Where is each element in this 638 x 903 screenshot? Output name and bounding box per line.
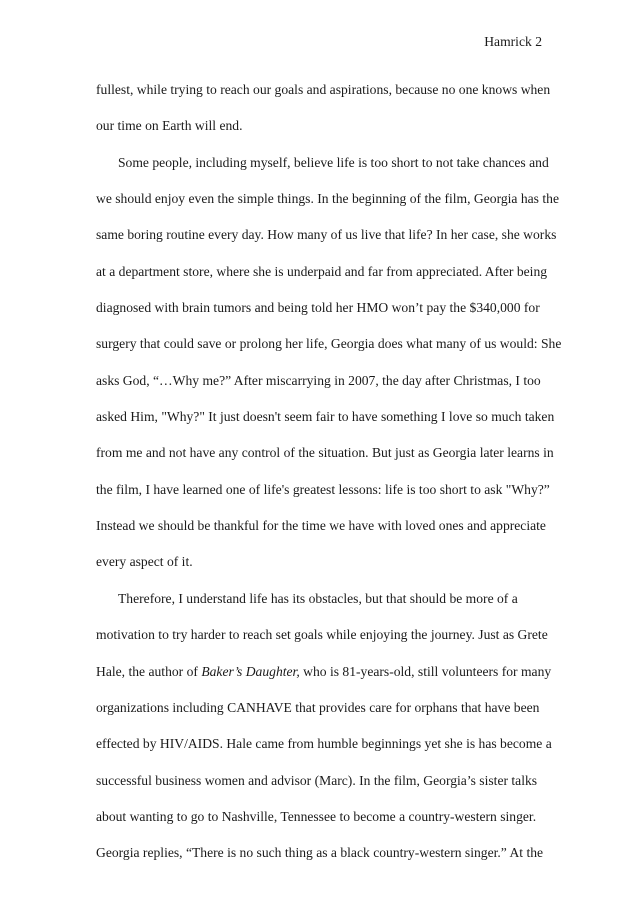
text-line: Instead we should be thankful for the time we have with loved ones and appreciate	[96, 518, 546, 534]
text-line	[96, 662, 552, 698]
text-line: asks God, “…Why me?” After miscarrying in 2007, the day after Christmas, I too	[96, 372, 541, 388]
text-line: fullest, while trying to reach our goals and aspirations, because no one knows when	[96, 82, 551, 97]
text-line: we should enjoy even the simple things. In the beginning of the film, Georgia has the	[96, 191, 559, 207]
text-line: about wanting to go to Nashville, Tennessee to become a country-western singer.	[96, 808, 537, 824]
book-title: Baker’s Daughter,	[201, 663, 300, 679]
text-line: our time on Earth will end.	[96, 118, 243, 134]
text-run: Hale, the author of	[96, 663, 202, 679]
text-line: diagnosed with brain tumors and being told her HMO won’t pay the $340,000 for	[96, 300, 540, 316]
text-line: organizations including CANHAVE that provides care for orphans that have been	[96, 699, 540, 715]
text-line: Georgia replies, “There is no such thing as a black country-western singer.” At the	[96, 845, 544, 861]
text-line: surgery that could save or prolong her life, Georgia does what many of us would: She	[96, 336, 562, 352]
text-line: same boring routine every day. How many of us live that life? In her case, she works	[96, 227, 557, 243]
text-line: effected by HIV/AIDS. Hale came from humble beginnings yet she is has become a	[96, 736, 552, 752]
text-line: successful business women and advisor (Marc). In the film, Georgia’s sister talks	[96, 772, 538, 788]
text-line: Some people, including myself, believe life is too short to not take chances and	[118, 154, 549, 170]
text-line: at a department store, where she is underpaid and far from appreciated. After being	[96, 263, 548, 279]
text-run: who is 81-years-old, still volunteers for many	[299, 663, 552, 679]
text-line: asked Him, "Why?" It just doesn't seem fair to have something I love so much taken	[96, 409, 555, 425]
running-head: Hamrick 2	[484, 34, 542, 49]
text-line: every aspect of it.	[96, 554, 193, 570]
text-line: from me and not have any control of the situation. But just as Georgia later learns in	[96, 445, 554, 461]
body-text	[96, 80, 562, 880]
text-line: motivation to try harder to reach set goals while enjoying the journey. Just as Grete	[96, 627, 548, 643]
text-line: Therefore, I understand life has its obstacles, but that should be more of a	[118, 590, 518, 606]
text-line: the film, I have learned one of life's greatest lessons: life is too short to ask "Why?”	[96, 481, 550, 497]
